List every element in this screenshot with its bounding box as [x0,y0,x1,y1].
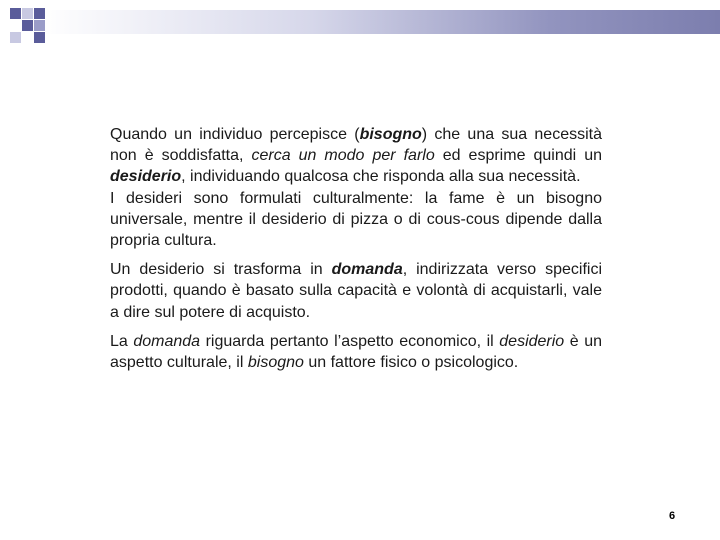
text-run: I desideri sono formulati culturalmente: la fame è un bisogno universale, mentre il desiderio di pizza o di cous-cous dipende dalla propria cultura. [110,189,602,250]
corner-square [22,8,33,19]
slide-body-text [110,124,602,373]
corner-square [10,8,21,19]
text-run: cerca un modo per farlo [251,147,435,165]
header-gradient-bar [40,10,720,34]
text-run: riguarda pertanto l’aspetto economico, il [200,332,500,350]
corner-square [34,32,45,43]
text-run: ) che una sua necessità non è soddisfatta, [110,126,602,165]
text-run: bisogno [359,126,422,143]
text-run: La [110,332,134,350]
paragraph [110,188,602,252]
text-run: ed esprime quindi un [434,147,602,165]
page-number: 6 [669,510,676,522]
corner-square [34,8,45,19]
corner-square [34,20,45,31]
text-run: , individuando qualcosa che risponda alla sua necessità. [181,168,581,186]
text-run: bisogno [247,354,304,372]
text-run: un fattore fisico o psicologico. [303,354,519,372]
text-run: desiderio [110,168,182,186]
text-run: è un aspetto culturale, il [110,332,602,372]
text-run: domanda [331,261,403,279]
paragraph [110,124,602,188]
corner-square [10,32,21,43]
paragraph [110,259,602,323]
text-run: Quando un individuo percepisce ( [110,126,360,143]
text-run: desiderio [499,332,565,350]
text-run: domanda [133,332,201,350]
corner-square [22,20,33,31]
paragraph [110,331,602,373]
text-run: Un desiderio si trasforma in [110,261,332,279]
text-run: , indirizzata verso specifici prodotti, quando è basato sulla capacità e volontà di acquistarli, vale a dire sul potere di acquisto. [110,261,603,321]
